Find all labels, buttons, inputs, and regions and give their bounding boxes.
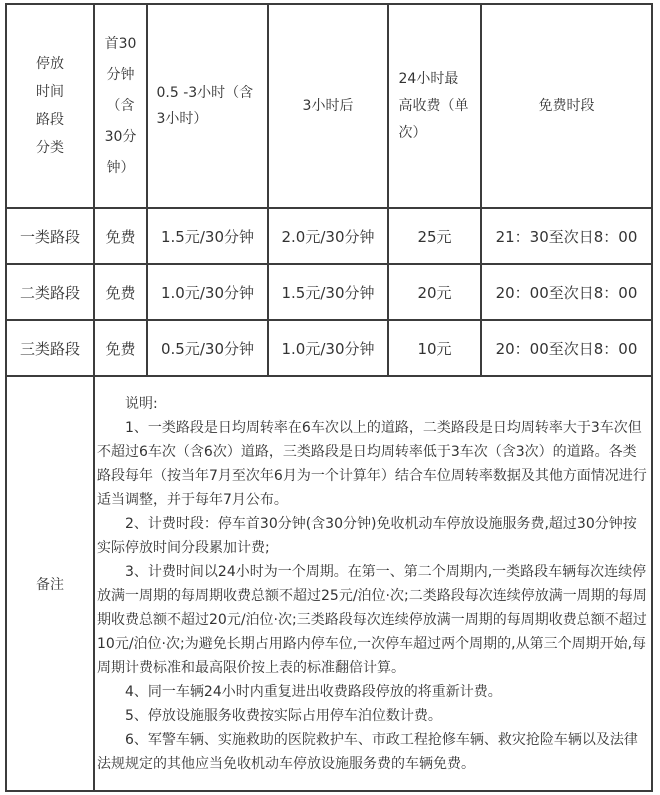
class3-first-30min-cell: 免费 bbox=[94, 320, 147, 376]
class2-after-3h-cell: 1.5元/30分钟 bbox=[268, 264, 388, 320]
class3-max-24h-cell: 10元 bbox=[388, 320, 481, 376]
header-cell-half-to-3h bbox=[147, 4, 268, 208]
class3-category-cell: 三类路段 bbox=[6, 320, 94, 376]
header-free-period-label: 免费时段 bbox=[538, 97, 595, 114]
class2-first-30min-cell: 免费 bbox=[94, 264, 147, 320]
class1-category-cell: 一类路段 bbox=[6, 208, 94, 264]
class2-free-period-cell: 20：00至次日8：00 bbox=[481, 264, 652, 320]
note-item-1: 1、一类路段是日均周转率在6车次以上的道路，二类路段是日均周转率大于3车次但不超过6车次（含6次）道路，三类路段是日均周转率低于3车次（含3次）的道路。各类路段每年（按当年7月至次年6月为一个计算年）结合车位周转率数据及其他方面情况进行适当调整，并于每年7月公布。 bbox=[97, 419, 647, 508]
header-cell-after-3h bbox=[268, 4, 388, 208]
notes-content bbox=[97, 392, 649, 776]
note-item-3: 3、计费时间以24小时为一个周期。在第一、第二个周期内,一类路段车辆每次连续停放满一周期的每周期收费总额不超过25元/泊位·次;二类路段每次连续停放满一周期的每周期收费总额不超过20元/泊位·次;三类路段每次连续停放满一周期的每周期收费总额不超过10元/泊位·次;为避免长期占用路内停车位,一次停车超过两个周期的,从第三个周期开始,每周期计费标准和最高限价按上表的标准翻倍计算。 bbox=[97, 563, 647, 676]
note-item-4: 4、同一车辆24小时内重复进出收费路段停放的将重新计费。 bbox=[125, 683, 502, 700]
class1-free-period-cell: 21：30至次日8：00 bbox=[481, 208, 652, 264]
class1-after-3h-cell: 2.0元/30分钟 bbox=[268, 208, 388, 264]
header-cell-max-24h bbox=[388, 4, 481, 208]
class3-half-to-3h-cell: 0.5元/30分钟 bbox=[147, 320, 268, 376]
header-after-3h-label: 3小时后 bbox=[302, 97, 354, 114]
header-first-30min-label: 首30分钟（含30分钟） bbox=[104, 35, 137, 176]
table-row-class2 bbox=[6, 264, 652, 320]
header-half-to-3h-label: 0.5 -3小时（含3小时） bbox=[156, 85, 254, 127]
parking-fee-table bbox=[5, 3, 653, 792]
class2-category-cell: 二类路段 bbox=[6, 264, 94, 320]
class1-half-to-3h-cell: 1.5元/30分钟 bbox=[147, 208, 268, 264]
class1-max-24h-cell: 25元 bbox=[388, 208, 481, 264]
table-header-row bbox=[6, 4, 652, 208]
notes-content-cell bbox=[94, 376, 652, 791]
header-cell-category bbox=[6, 4, 94, 208]
class1-first-30min-cell: 免费 bbox=[94, 208, 147, 264]
note-item-6: 6、军警车辆、实施救助的医院救护车、市政工程抢修车辆、救灾抢险车辆以及法律法规规定的其他应当免收机动车停放设施服务费的车辆免费。 bbox=[97, 731, 638, 772]
notes-title: 说明: bbox=[125, 395, 158, 412]
notes-row bbox=[6, 376, 652, 791]
notes-label: 备注 bbox=[6, 376, 94, 791]
class2-half-to-3h-cell: 1.0元/30分钟 bbox=[147, 264, 268, 320]
header-cell-free-period bbox=[481, 4, 652, 208]
table-row-class1 bbox=[6, 208, 652, 264]
note-item-2: 2、计费时段：停车首30分钟(含30分钟)免收机动车停放设施服务费,超过30分钟按实际停放时间分段累加计费; bbox=[97, 515, 637, 556]
class3-free-period-cell: 20：00至次日8：00 bbox=[481, 320, 652, 376]
table-row-class3 bbox=[6, 320, 652, 376]
class3-after-3h-cell: 1.0元/30分钟 bbox=[268, 320, 388, 376]
header-cell-first-30min bbox=[94, 4, 147, 208]
note-item-5: 5、停放设施服务收费按实际占用停车泊位数计费。 bbox=[125, 707, 442, 724]
header-max-24h-label: 24小时最高收费（单次） bbox=[398, 70, 469, 141]
class2-max-24h-cell: 20元 bbox=[388, 264, 481, 320]
header-category-label: 停放时间路段分类 bbox=[36, 56, 64, 156]
